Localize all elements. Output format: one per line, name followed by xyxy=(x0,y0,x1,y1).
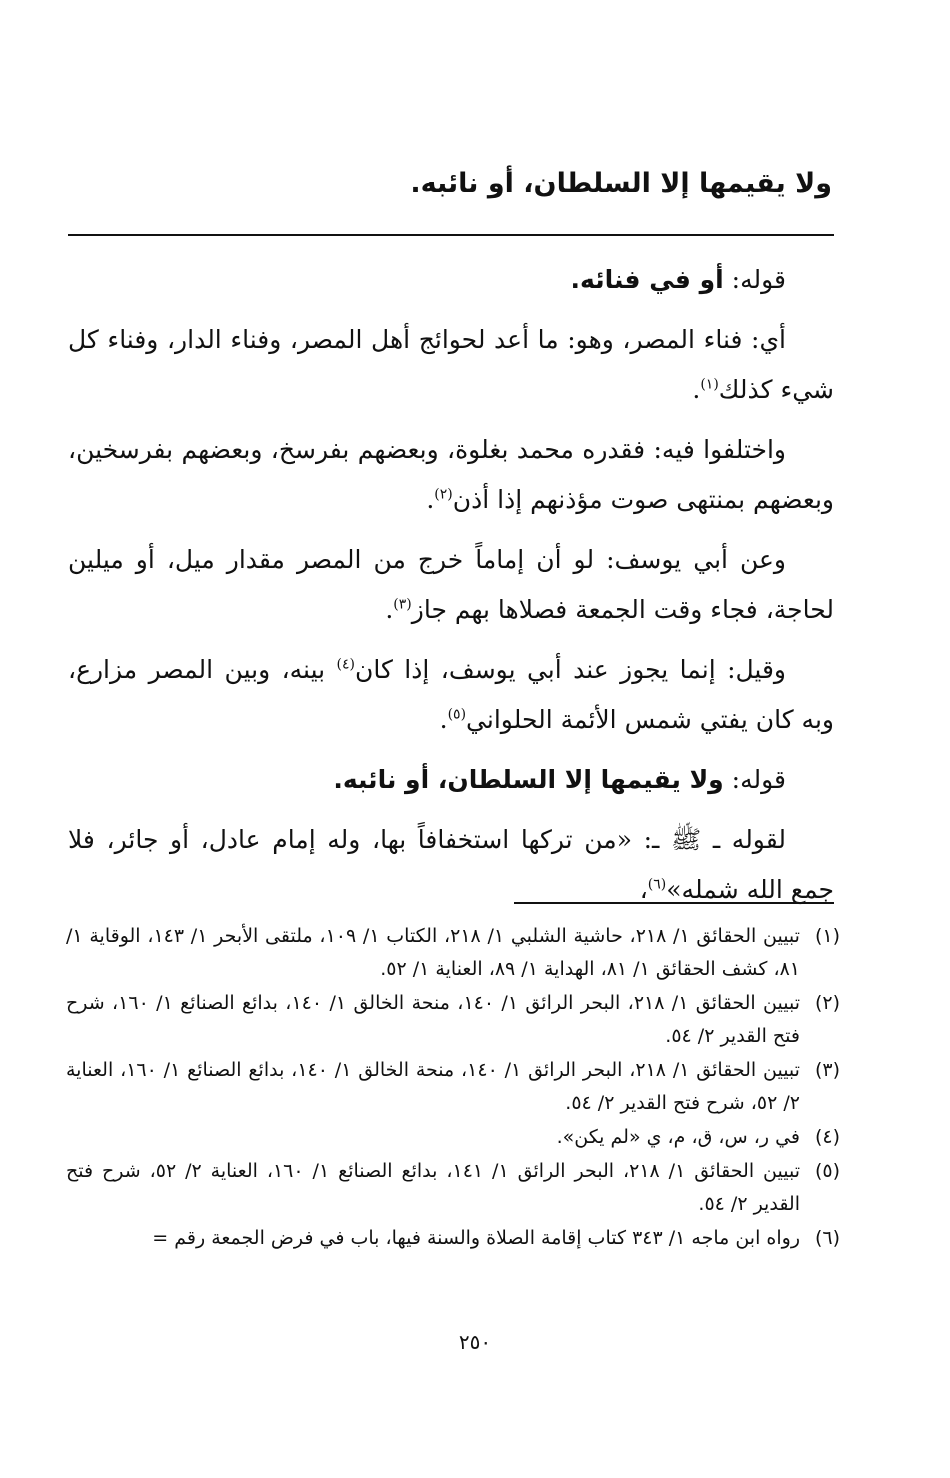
footnote-ref[interactable]: (١) xyxy=(700,376,719,393)
footnote-ref[interactable]: (٣) xyxy=(393,596,412,613)
footnote-number: (٢) xyxy=(814,992,840,1014)
page-number: ٢٥٠ xyxy=(458,1330,492,1354)
footnotes xyxy=(66,920,840,1256)
footnote xyxy=(66,1054,840,1120)
footnote xyxy=(66,1222,840,1255)
paragraph: قوله: أو في فنائه. xyxy=(570,265,786,294)
footnote-number: (٦) xyxy=(814,1227,840,1249)
footnote-ref[interactable]: (٢) xyxy=(434,486,453,503)
footnote-ref[interactable]: (٤) xyxy=(336,656,355,673)
footnote-text: في ر، س، ق، م، ي «لم يكن». xyxy=(556,1126,800,1148)
footnote xyxy=(66,920,840,986)
footnote-divider xyxy=(514,902,834,904)
footnote xyxy=(66,987,840,1053)
footnote-number: (٣) xyxy=(814,1059,840,1081)
footnote-ref[interactable]: (٥) xyxy=(447,706,467,723)
quoted-matn: أو في فنائه xyxy=(580,265,724,294)
paragraph: واختلفوا فيه: فقدره محمد بغلوة، وبعضهم بفرسخ، وبعضهم بفرسخين، وبعضهم بمنتهى صوت مؤذنهم إذا أذن$^{(٢)}$. xyxy=(68,435,834,514)
footnote-number: (١) xyxy=(814,925,840,947)
footnote-text: رواه ابن ماجه ١/ ٣٤٣ كتاب إقامة الصلاة والسنة فيها، باب في فرض الجمعة رقم = xyxy=(152,1227,800,1249)
main-text xyxy=(68,255,834,925)
footnote xyxy=(66,1121,840,1154)
paragraph: وعن أبي يوسف: لو أن إماماً خرج من المصر مقدار ميل، أو ميلين لحاجة، فجاء وقت الجمعة فصلاها بهم جاز$^{(٣)}$. xyxy=(68,545,834,624)
paragraph: قوله: ولا يقيمها إلا السلطان، أو نائبه. xyxy=(333,765,786,794)
paragraph: لقوله ـ ﷺ ـ: «من تركها استخفافاً بها، وله إمام عادل، أو جائر، فلا جمع الله شمله»$^{(٦)}$، xyxy=(68,825,834,904)
footnote-text: تبيين الحقائق ١/ ٢١٨، حاشية الشلبي ١/ ٢١٨، الكتاب ١/ ١٠٩، ملتقى الأبحر ١/ ١٤٣، الوقاية ١/ ٨١، كشف الحقائق ١/ ٨١، الهداية ١/ ٨٩، العناية ١/ ٥٢. xyxy=(66,925,800,980)
header-divider xyxy=(68,234,834,236)
footnote xyxy=(66,1155,840,1221)
running-header: ولا يقيمها إلا السلطان، أو نائبه. xyxy=(410,168,832,199)
footnote-number: (٤) xyxy=(814,1126,840,1148)
footnote-text: تبيين الحقائق ١/ ٢١٨، البحر الرائق ١/ ١٤٠، منحة الخالق ١/ ١٤٠، بدائع الصنائع ١/ ١٦٠، شرح فتح القدير ٢/ ٥٤. xyxy=(66,992,800,1047)
paragraph: أي: فناء المصر، وهو: ما أعد لحوائج أهل المصر، وفناء الدار، وفناء كل شيء كذلك$^{(١)}$. xyxy=(68,325,834,404)
footnote-number: (٥) xyxy=(814,1160,840,1182)
footnote-text: تبيين الحقائق ١/ ٢١٨، البحر الرائق ١/ ١٤٠، منحة الخالق ١/ ١٤٠، بدائع الصنائع ١/ ١٦٠، العناية ٢/ ٥٢، شرح فتح القدير ٢/ ٥٤. xyxy=(66,1059,800,1114)
footnote-text: تبيين الحقائق ١/ ٢١٨، البحر الرائق ١/ ١٤١، بدائع الصنائع ١/ ١٦٠، العناية ٢/ ٥٢، شرح فتح القدير ٢/ ٥٤. xyxy=(66,1160,800,1215)
paragraph: وقيل: إنما يجوز عند أبي يوسف، إذا كان$^{(٤)}$ بينه، وبين المصر مزارع، وبه كان يفتي شمس الأئمة الحلواني$^{(٥)}$. xyxy=(68,655,834,734)
footnote-ref[interactable]: (٦) xyxy=(647,876,667,893)
quoted-matn: ولا يقيمها إلا السلطان، أو نائبه xyxy=(342,765,724,794)
